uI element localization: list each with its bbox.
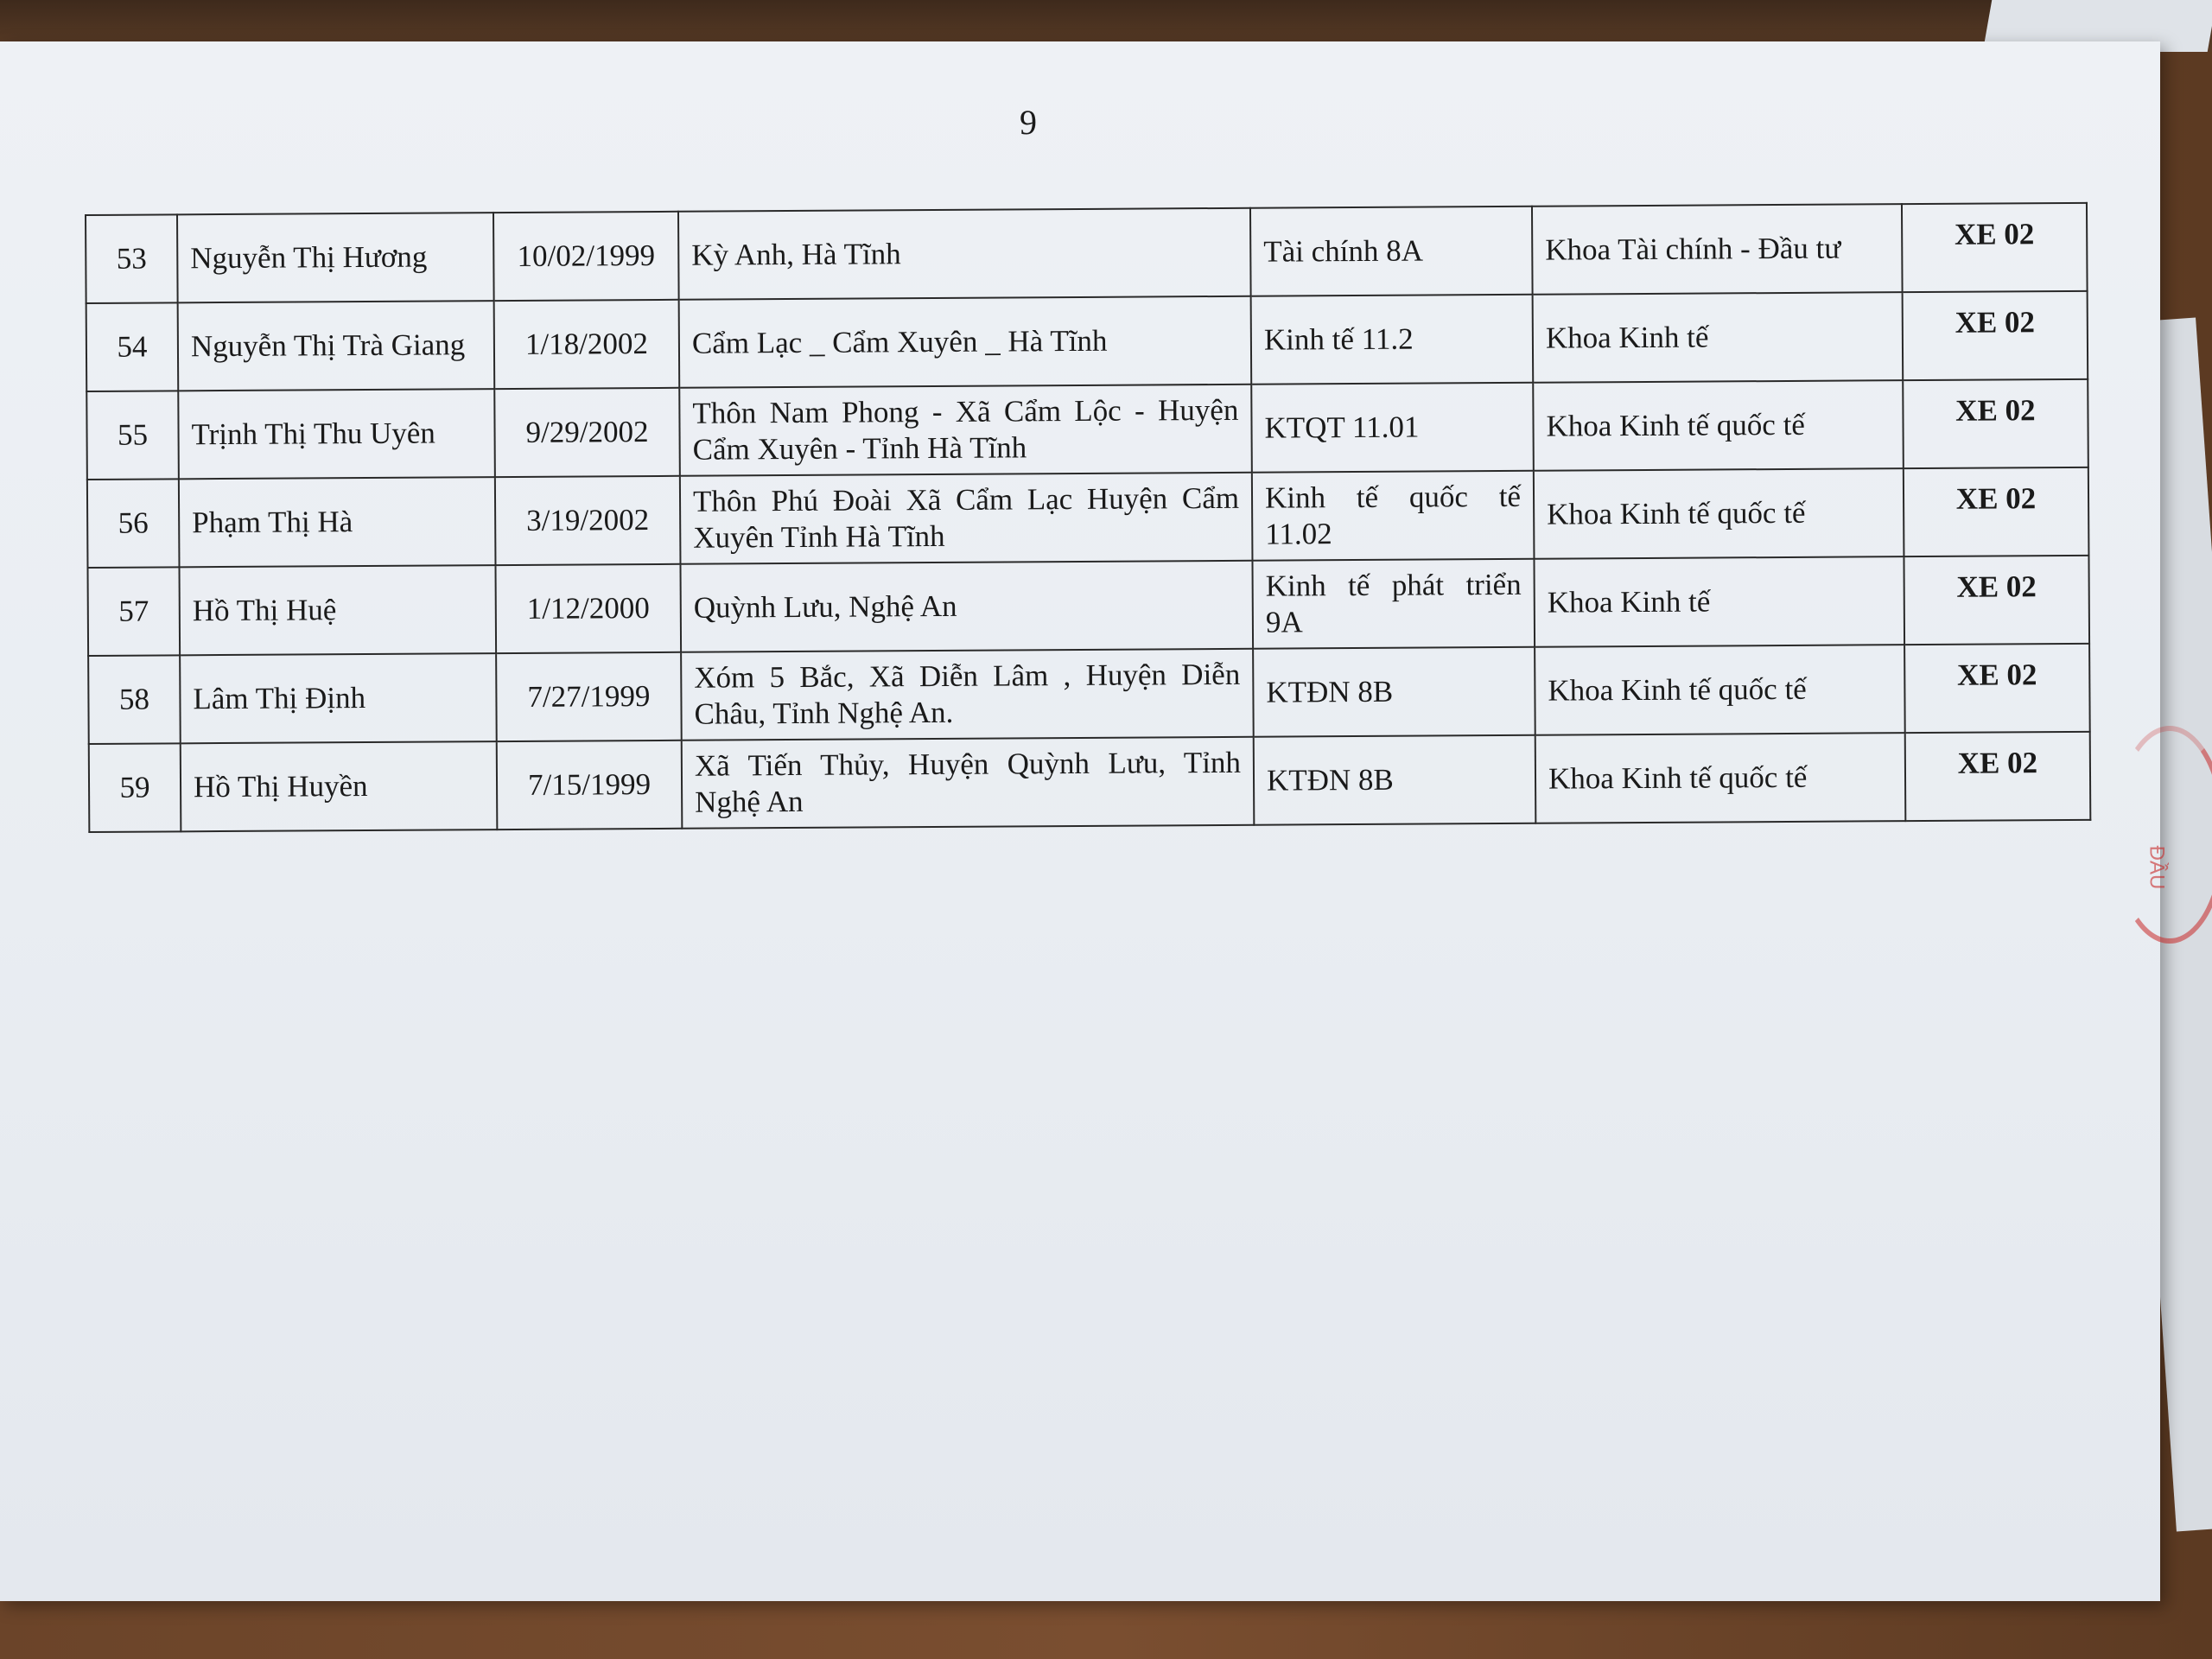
class-name: Kinh tế phát triển 9A <box>1252 559 1535 649</box>
faculty: Khoa Kinh tế quốc tế <box>1533 380 1904 471</box>
class-name: KTQT 11.01 <box>1251 383 1534 473</box>
table-row <box>86 379 2088 480</box>
row-number: 54 <box>86 302 179 391</box>
row-number: 53 <box>86 214 178 303</box>
student-name: Nguyễn Thị Trà Giang <box>178 301 495 391</box>
faculty: Khoa Kinh tế quốc tế <box>1535 645 1905 735</box>
faculty: Khoa Kinh tế <box>1533 292 1904 383</box>
vehicle-code: XE 02 <box>1903 291 2088 380</box>
vehicle-code: XE 02 <box>1903 379 2088 468</box>
row-number: 59 <box>89 743 181 832</box>
document-page <box>0 41 2160 1601</box>
student-name: Hồ Thị Huệ <box>179 565 496 655</box>
vehicle-code: XE 02 <box>1904 467 2089 556</box>
class-name: Tài chính 8A <box>1250 207 1533 296</box>
faculty: Khoa Kinh tế <box>1534 556 1904 647</box>
row-number: 57 <box>87 567 180 656</box>
address: Kỳ Anh, Hà Tĩnh <box>678 208 1251 300</box>
table-row <box>86 203 2088 303</box>
birth-date: 10/02/1999 <box>493 212 679 301</box>
faculty: Khoa Tài chính - Đầu tư <box>1532 204 1903 295</box>
birth-date: 7/15/1999 <box>497 741 683 830</box>
table-row <box>87 556 2089 656</box>
address: Cẩm Lạc _ Cẩm Xuyên _ Hà Tĩnh <box>679 296 1252 388</box>
birth-date: 9/29/2002 <box>494 388 680 477</box>
faculty: Khoa Kinh tế quốc tế <box>1535 733 1906 823</box>
class-name: KTĐN 8B <box>1254 735 1536 825</box>
class-name: Kinh tế quốc tế 11.02 <box>1252 471 1535 561</box>
class-name: Kinh tế 11.2 <box>1251 295 1534 385</box>
row-number: 56 <box>87 479 180 568</box>
address: Xã Tiến Thủy, Huyện Quỳnh Lưu, Tỉnh Nghệ An <box>682 737 1255 829</box>
table-row <box>89 732 2091 832</box>
address: Thôn Phú Đoài Xã Cẩm Lạc Huyện Cẩm Xuyên Tỉnh Hà Tĩnh <box>680 473 1253 564</box>
address: Xóm 5 Bắc, Xã Diễn Lâm , Huyện Diễn Châu, Tỉnh Nghệ An. <box>681 649 1254 741</box>
vehicle-code: XE 02 <box>1904 556 2089 645</box>
table-row <box>87 467 2089 568</box>
table-row <box>88 644 2090 744</box>
row-number: 58 <box>88 655 181 744</box>
birth-date: 1/18/2002 <box>494 300 680 389</box>
vehicle-code: XE 02 <box>1905 732 2091 821</box>
birth-date: 7/27/1999 <box>496 652 682 741</box>
address: Thôn Nam Phong - Xã Cẩm Lộc - Huyện Cẩm Xuyên - Tỉnh Hà Tĩnh <box>679 385 1252 476</box>
student-name: Phạm Thị Hà <box>179 477 496 567</box>
class-name: KTĐN 8B <box>1253 647 1535 737</box>
birth-date: 1/12/2000 <box>495 564 681 653</box>
student-name: Hồ Thị Huyền <box>181 741 498 831</box>
table-row <box>86 291 2088 391</box>
student-table <box>85 202 2091 833</box>
faculty: Khoa Kinh tế quốc tế <box>1534 468 1904 559</box>
row-number: 55 <box>86 391 179 480</box>
address: Quỳnh Lưu, Nghệ An <box>680 561 1253 652</box>
student-name: Nguyễn Thị Hương <box>177 213 494 302</box>
page-number: 9 <box>1020 103 1037 142</box>
student-name: Trịnh Thị Thu Uyên <box>178 389 495 479</box>
vehicle-code: XE 02 <box>1902 203 2088 292</box>
seal-stamp-text: ĐẦU <box>2145 845 2169 890</box>
birth-date: 3/19/2002 <box>495 476 681 565</box>
vehicle-code: XE 02 <box>1904 644 2090 733</box>
student-name: Lâm Thị Định <box>180 653 497 743</box>
